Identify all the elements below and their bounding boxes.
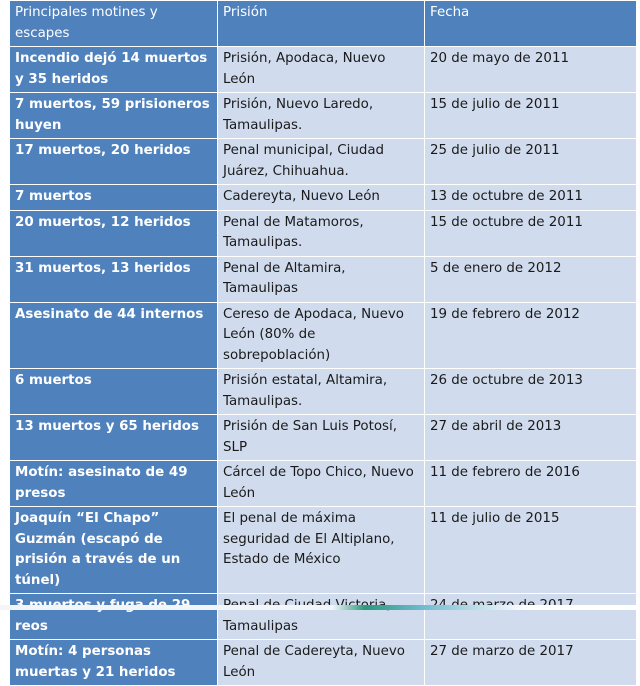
cell-date: 26 de octubre de 2013 <box>425 369 637 415</box>
table-row <box>10 461 637 507</box>
table-row <box>10 47 637 93</box>
table-header <box>10 1 637 47</box>
cell-event: 7 muertos, 59 prisioneros huyen <box>10 93 218 139</box>
table-row <box>10 507 637 594</box>
cell-prison: Tamaulipas <box>218 594 425 640</box>
table-row <box>10 369 637 415</box>
cell-date <box>425 594 637 640</box>
cell-prison: Prisión, Apodaca, Nuevo León <box>218 47 425 93</box>
table-row <box>10 93 637 139</box>
table-row <box>10 185 637 211</box>
cell-prison: Prisión, Nuevo Laredo, Tamaulipas. <box>218 93 425 139</box>
cell-prison: Penal municipal, Ciudad Juárez, Chihuahua. <box>218 139 425 185</box>
cell-prison: El penal de máxima seguridad de El Altiplano, Estado de México <box>218 507 425 594</box>
cell-event: 31 muertos, 13 heridos <box>10 256 218 302</box>
header-prision: Prisión <box>218 1 425 47</box>
cell-prison: Prisión de San Luis Potosí, SLP <box>218 415 425 461</box>
cell-prison: Cereso de Apodaca, Nuevo León (80% de sobrepoblación) <box>218 302 425 369</box>
cell-prison: Prisión estatal, Altamira, Tamaulipas. <box>218 369 425 415</box>
header-motines: Principales motines y escapes <box>10 1 218 47</box>
table-row <box>10 256 637 302</box>
cell-event: 17 muertos, 20 heridos <box>10 139 218 185</box>
cell-event: 20 muertos, 12 heridos <box>10 210 218 256</box>
cell-date: 11 de julio de 2015 <box>425 507 637 594</box>
table-row <box>10 210 637 256</box>
cell-date: 15 de julio de 2011 <box>425 93 637 139</box>
cell-date: 20 de mayo de 2011 <box>425 47 637 93</box>
cell-event: reos <box>10 594 218 640</box>
cell-date: 13 de octubre de 2011 <box>425 185 637 211</box>
cell-date: 27 de abril de 2013 <box>425 415 637 461</box>
cell-event: Motín: 4 personas muertas y 21 heridos <box>10 640 218 686</box>
cell-date: 11 de febrero de 2016 <box>425 461 637 507</box>
cell-date: 15 de octubre de 2011 <box>425 210 637 256</box>
cell-event: 13 muertos y 65 heridos <box>10 415 218 461</box>
prison-riots-table <box>9 0 637 686</box>
cell-date: 27 de marzo de 2017 <box>425 640 637 686</box>
cell-prison: Cárcel de Topo Chico, Nuevo León <box>218 461 425 507</box>
cell-date: 25 de julio de 2011 <box>425 139 637 185</box>
table-row <box>10 302 637 369</box>
cell-date: 5 de enero de 2012 <box>425 256 637 302</box>
cell-prison: Cadereyta, Nuevo León <box>218 185 425 211</box>
header-row <box>10 1 637 47</box>
table-body <box>10 47 637 686</box>
cell-event: Asesinato de 44 internos <box>10 302 218 369</box>
table-row <box>10 139 637 185</box>
table-row <box>10 640 637 686</box>
slide-footer-bar <box>0 605 640 610</box>
cell-event: Joaquín “El Chapo” Guzmán (escapó de prisión a través de un túnel) <box>10 507 218 594</box>
table-row <box>10 594 637 640</box>
cell-prison: Penal de Altamira, Tamaulipas <box>218 256 425 302</box>
cell-prison: Penal de Matamoros, Tamaulipas. <box>218 210 425 256</box>
cell-event: 6 muertos <box>10 369 218 415</box>
cell-prison: Penal de Cadereyta, Nuevo León <box>218 640 425 686</box>
cell-event: 7 muertos <box>10 185 218 211</box>
table-row <box>10 415 637 461</box>
cell-event: Incendio dejó 14 muertos y 35 heridos <box>10 47 218 93</box>
cell-date: 19 de febrero de 2012 <box>425 302 637 369</box>
cell-event: Motín: asesinato de 49 presos <box>10 461 218 507</box>
header-fecha: Fecha <box>425 1 637 47</box>
